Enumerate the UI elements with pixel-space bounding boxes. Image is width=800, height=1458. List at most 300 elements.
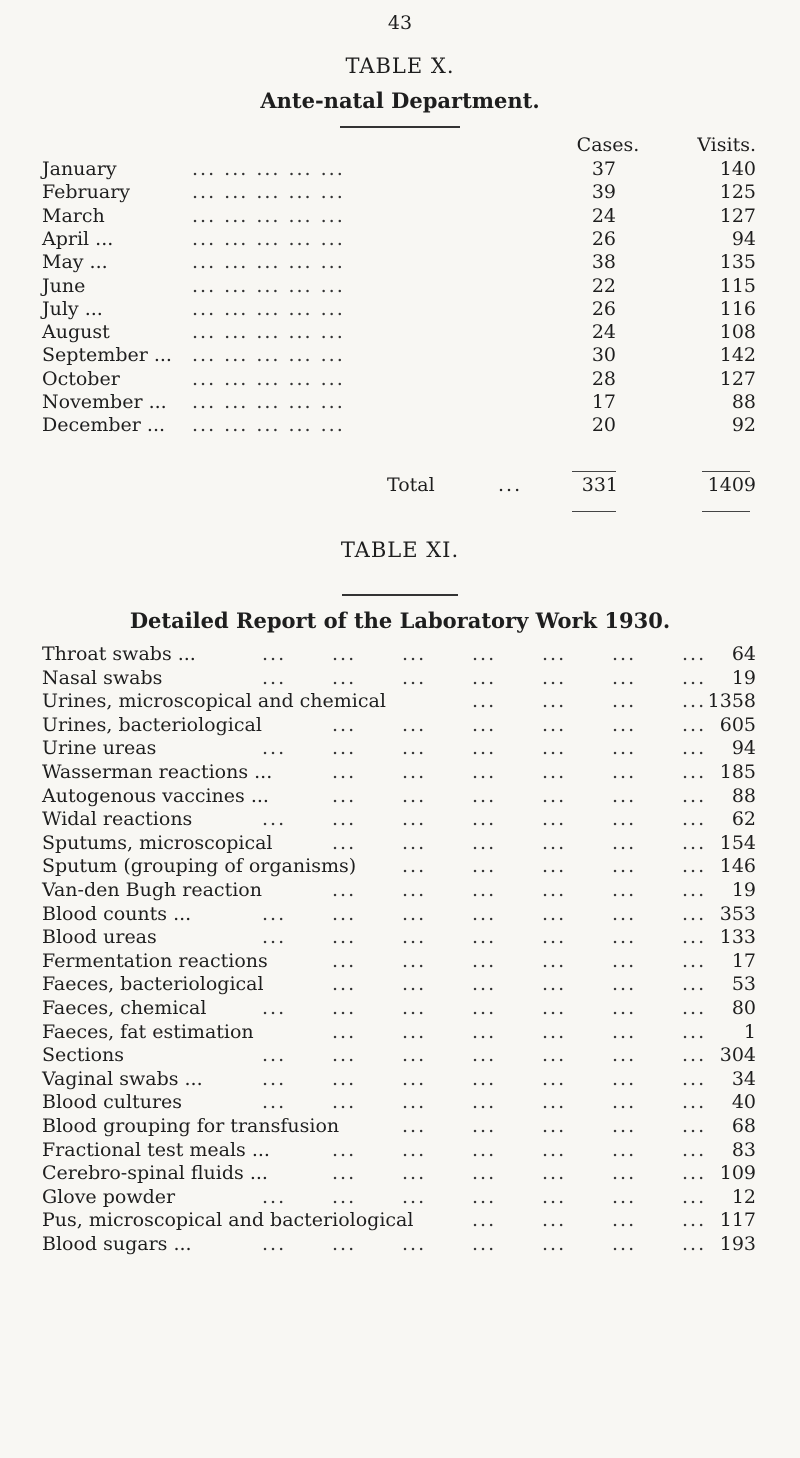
leader-dot-group: ... bbox=[332, 997, 357, 1019]
lab-test-label: Blood sugars ... bbox=[42, 1233, 192, 1255]
lab-test-count: 353 bbox=[719, 902, 756, 925]
visits-value: 94 bbox=[731, 227, 756, 250]
leader-dot-group: ... bbox=[402, 761, 427, 783]
leader-dot-group: ... bbox=[472, 1091, 497, 1114]
cases-value: 22 bbox=[591, 274, 616, 297]
leader-dot-group: ... bbox=[682, 666, 707, 689]
visits-value: 127 bbox=[719, 204, 756, 227]
lab-test-label: Faeces, chemical bbox=[42, 997, 207, 1019]
leader-dot-group: ... bbox=[402, 1091, 427, 1114]
leader-dot-group: ... bbox=[542, 643, 567, 665]
cases-value: 26 bbox=[591, 297, 616, 320]
leader-dot-group: ... bbox=[472, 1044, 497, 1067]
table-row bbox=[42, 228, 758, 254]
lab-test-count: 68 bbox=[731, 1115, 756, 1137]
cases-value: 38 bbox=[591, 251, 616, 274]
lab-test-count: 605 bbox=[719, 713, 756, 736]
leader-dot-group: ... bbox=[262, 1091, 287, 1114]
table-row bbox=[42, 391, 758, 417]
lab-test-count: 146 bbox=[719, 855, 756, 878]
leader-dot-group: ... bbox=[472, 690, 497, 713]
leader-dot-group: ... bbox=[612, 666, 637, 689]
leader-dot-group: ... bbox=[612, 761, 637, 783]
lab-test-label: Urines, bacteriological bbox=[42, 713, 262, 736]
leader-dot-group: ... bbox=[472, 808, 497, 831]
lab-test-label: Urine ureas bbox=[42, 737, 157, 760]
lab-test-count: 19 bbox=[731, 666, 756, 689]
leader-dot-group: ... bbox=[472, 713, 497, 736]
leader-dot-group: ... bbox=[542, 902, 567, 925]
leader-dot-group: ... bbox=[402, 1185, 427, 1208]
total-dots: ... bbox=[498, 474, 523, 496]
leader-dot-group: ... bbox=[472, 949, 497, 972]
month-label: December ... bbox=[42, 414, 166, 437]
cases-value: 24 bbox=[591, 204, 616, 227]
title-rule bbox=[342, 594, 458, 596]
leader-dot-group: ... bbox=[472, 855, 497, 878]
visits-value: 116 bbox=[719, 297, 756, 320]
leader-dot-group: ... bbox=[472, 784, 497, 807]
leader-dot-group: ... bbox=[472, 926, 497, 949]
lab-test-label: Wasserman reactions ... bbox=[42, 761, 273, 783]
month-label: August bbox=[42, 321, 110, 344]
leader-dot-group: ... bbox=[612, 1067, 637, 1090]
leader-dot-group: ... bbox=[542, 1185, 567, 1208]
leader-dot-group: ... bbox=[682, 926, 707, 949]
leader-dot-group: ... bbox=[262, 737, 287, 760]
leader-dot-group: ... bbox=[542, 831, 567, 854]
leader-dot-group: ... bbox=[262, 926, 287, 949]
leader-dot-group: ... bbox=[332, 831, 357, 854]
lab-test-label: Fractional test meals ... bbox=[42, 1138, 270, 1161]
leader-dot-group: ... bbox=[682, 973, 707, 996]
month-label: April ... bbox=[42, 227, 114, 250]
leader-dot-group: ... bbox=[612, 1091, 637, 1114]
cases-value: 20 bbox=[591, 414, 616, 437]
table-row bbox=[42, 275, 758, 301]
leader-dot-group: ... bbox=[402, 784, 427, 807]
visits-total-rule bbox=[702, 471, 750, 472]
leader-dot-group: ... bbox=[682, 831, 707, 854]
leader-dot-group: ... bbox=[682, 902, 707, 925]
leader-dot-group: ... bbox=[332, 666, 357, 689]
leader-dot-group: ... bbox=[472, 1067, 497, 1090]
leader-dot-group: ... bbox=[542, 713, 567, 736]
leader-dot-group: ... bbox=[262, 643, 287, 665]
leader-dots: ... ... ... ... ... bbox=[192, 367, 345, 390]
leader-dot-group: ... bbox=[682, 737, 707, 760]
leader-dot-group: ... bbox=[612, 1162, 637, 1185]
leader-dot-group: ... bbox=[332, 643, 357, 665]
leader-dot-group: ... bbox=[612, 879, 637, 901]
leader-dot-group: ... bbox=[402, 713, 427, 736]
leader-dot-group: ... bbox=[682, 997, 707, 1019]
lab-test-label: Autogenous vaccines ... bbox=[42, 784, 269, 807]
table-row bbox=[42, 1068, 756, 1094]
leader-dot-group: ... bbox=[612, 902, 637, 925]
leader-dot-group: ... bbox=[402, 643, 427, 665]
leader-dot-group: ... bbox=[332, 713, 357, 736]
lab-test-label: Throat swabs ... bbox=[42, 643, 196, 665]
leader-dot-group: ... bbox=[612, 831, 637, 854]
table-row bbox=[42, 690, 756, 716]
visits-bottom-rule bbox=[702, 511, 750, 512]
leader-dot-group: ... bbox=[542, 690, 567, 713]
lab-test-label: Blood grouping for transfusion bbox=[42, 1115, 340, 1137]
lab-test-label: Blood ureas bbox=[42, 926, 157, 949]
leader-dot-group: ... bbox=[542, 1138, 567, 1161]
leader-dots: ... ... ... ... ... bbox=[192, 274, 345, 297]
month-label: October bbox=[42, 367, 120, 390]
leader-dot-group: ... bbox=[472, 997, 497, 1019]
leader-dot-group: ... bbox=[682, 784, 707, 807]
leader-dots: ... ... ... ... ... bbox=[192, 321, 345, 344]
cases-value: 28 bbox=[591, 367, 616, 390]
leader-dot-group: ... bbox=[402, 926, 427, 949]
leader-dot-group: ... bbox=[682, 1115, 707, 1137]
leader-dot-group: ... bbox=[332, 902, 357, 925]
leader-dots: ... ... ... ... ... bbox=[192, 158, 345, 180]
leader-dot-group: ... bbox=[612, 1185, 637, 1208]
lab-test-label: Vaginal swabs ... bbox=[42, 1067, 203, 1090]
table-row bbox=[42, 1162, 756, 1188]
lab-test-label: Blood counts ... bbox=[42, 902, 192, 925]
leader-dot-group: ... bbox=[402, 1044, 427, 1067]
leader-dot-group: ... bbox=[612, 690, 637, 713]
leader-dot-group: ... bbox=[682, 713, 707, 736]
cases-value: 39 bbox=[591, 181, 616, 204]
leader-dot-group: ... bbox=[542, 666, 567, 689]
leader-dot-group: ... bbox=[402, 831, 427, 854]
lab-test-label: Cerebro-spinal fluids ... bbox=[42, 1162, 268, 1185]
month-label: September ... bbox=[42, 344, 172, 367]
leader-dot-group: ... bbox=[542, 1067, 567, 1090]
leader-dot-group: ... bbox=[682, 855, 707, 878]
lab-test-label: Blood cultures bbox=[42, 1091, 183, 1114]
table-row bbox=[42, 808, 756, 834]
leader-dot-group: ... bbox=[682, 879, 707, 901]
leader-dots: ... ... ... ... ... bbox=[192, 181, 345, 204]
table-row bbox=[42, 737, 756, 763]
lab-test-label: Widal reactions bbox=[42, 808, 193, 831]
leader-dot-group: ... bbox=[472, 1185, 497, 1208]
leader-dot-group: ... bbox=[682, 949, 707, 972]
leader-dot-group: ... bbox=[682, 1020, 707, 1043]
total-cases: 331 bbox=[581, 474, 618, 496]
leader-dot-group: ... bbox=[612, 926, 637, 949]
leader-dot-group: ... bbox=[332, 949, 357, 972]
lab-test-count: 12 bbox=[731, 1185, 756, 1208]
lab-test-count: 80 bbox=[731, 997, 756, 1019]
table-row bbox=[42, 1021, 756, 1047]
lab-test-count: 40 bbox=[731, 1091, 756, 1114]
visits-value: 88 bbox=[731, 391, 756, 413]
leader-dot-group: ... bbox=[332, 1067, 357, 1090]
cases-value: 17 bbox=[591, 391, 616, 413]
leader-dot-group: ... bbox=[402, 666, 427, 689]
leader-dot-group: ... bbox=[682, 1233, 707, 1255]
lab-test-label: Glove powder bbox=[42, 1185, 176, 1208]
cases-value: 30 bbox=[591, 344, 616, 367]
leader-dot-group: ... bbox=[682, 1044, 707, 1067]
lab-test-label: Sputums, microscopical bbox=[42, 831, 273, 854]
lab-test-label: Urines, microscopical and chemical bbox=[42, 690, 386, 713]
table-row bbox=[42, 1186, 756, 1212]
leader-dot-group: ... bbox=[402, 1115, 427, 1137]
title-rule bbox=[340, 126, 460, 128]
table-row bbox=[42, 1139, 756, 1165]
leader-dot-group: ... bbox=[472, 1209, 497, 1232]
leader-dot-group: ... bbox=[472, 1115, 497, 1137]
leader-dot-group: ... bbox=[402, 855, 427, 878]
leader-dot-group: ... bbox=[542, 997, 567, 1019]
month-label: November ... bbox=[42, 391, 167, 413]
table-row bbox=[42, 158, 758, 184]
leader-dot-group: ... bbox=[472, 1138, 497, 1161]
leader-dot-group: ... bbox=[542, 1044, 567, 1067]
lab-test-count: 1 bbox=[743, 1020, 756, 1043]
leader-dot-group: ... bbox=[332, 926, 357, 949]
table-row bbox=[42, 368, 758, 394]
month-label: March bbox=[42, 204, 105, 227]
leader-dot-group: ... bbox=[332, 784, 357, 807]
table-row bbox=[42, 643, 756, 669]
cases-total-rule bbox=[572, 471, 616, 472]
leader-dot-group: ... bbox=[542, 973, 567, 996]
leader-dot-group: ... bbox=[682, 808, 707, 831]
leader-dot-group: ... bbox=[542, 1162, 567, 1185]
table-x-subtitle: Ante-natal Department. bbox=[260, 88, 540, 113]
leader-dot-group: ... bbox=[682, 761, 707, 783]
leader-dot-group: ... bbox=[542, 808, 567, 831]
leader-dot-group: ... bbox=[472, 666, 497, 689]
table-row bbox=[42, 667, 756, 693]
leader-dot-group: ... bbox=[542, 949, 567, 972]
table-row bbox=[42, 997, 756, 1023]
table-row bbox=[42, 926, 756, 952]
month-label: June bbox=[42, 274, 86, 297]
total-label: Total bbox=[387, 474, 435, 496]
leader-dot-group: ... bbox=[332, 1162, 357, 1185]
table-row bbox=[42, 855, 756, 881]
leader-dot-group: ... bbox=[332, 973, 357, 996]
table-row bbox=[42, 879, 756, 905]
leader-dot-group: ... bbox=[402, 737, 427, 760]
lab-test-count: 83 bbox=[731, 1138, 756, 1161]
lab-test-count: 1358 bbox=[707, 690, 756, 713]
lab-test-count: 154 bbox=[719, 831, 756, 854]
visits-value: 127 bbox=[719, 367, 756, 390]
table-row bbox=[42, 1233, 756, 1259]
leader-dot-group: ... bbox=[402, 1020, 427, 1043]
leader-dot-group: ... bbox=[332, 1044, 357, 1067]
table-row bbox=[42, 714, 756, 740]
table-row bbox=[42, 344, 758, 370]
lab-test-label: Faeces, bacteriological bbox=[42, 973, 264, 996]
visits-value: 142 bbox=[719, 344, 756, 367]
leader-dot-group: ... bbox=[682, 1067, 707, 1090]
lab-test-count: 88 bbox=[731, 784, 756, 807]
leader-dot-group: ... bbox=[472, 973, 497, 996]
leader-dot-group: ... bbox=[402, 997, 427, 1019]
lab-test-count: 53 bbox=[731, 973, 756, 996]
leader-dot-group: ... bbox=[612, 1138, 637, 1161]
leader-dot-group: ... bbox=[332, 1233, 357, 1255]
lab-test-count: 19 bbox=[731, 879, 756, 901]
leader-dot-group: ... bbox=[472, 879, 497, 901]
lab-test-label: Pus, microscopical and bacteriological bbox=[42, 1209, 414, 1232]
leader-dots: ... ... ... ... ... bbox=[192, 251, 345, 274]
leader-dot-group: ... bbox=[402, 1067, 427, 1090]
cases-value: 24 bbox=[591, 321, 616, 344]
leader-dot-group: ... bbox=[472, 1162, 497, 1185]
leader-dot-group: ... bbox=[542, 926, 567, 949]
table-row bbox=[42, 1209, 756, 1235]
visits-value: 92 bbox=[731, 414, 756, 437]
leader-dot-group: ... bbox=[332, 1020, 357, 1043]
lab-test-count: 109 bbox=[719, 1162, 756, 1185]
lab-test-count: 304 bbox=[719, 1044, 756, 1067]
leader-dot-group: ... bbox=[682, 1185, 707, 1208]
leader-dot-group: ... bbox=[472, 831, 497, 854]
leader-dot-group: ... bbox=[612, 1044, 637, 1067]
table-xi-subtitle: Detailed Report of the Laboratory Work 1930. bbox=[129, 608, 671, 633]
lab-test-label: Nasal swabs bbox=[42, 666, 163, 689]
leader-dot-group: ... bbox=[612, 713, 637, 736]
table-row bbox=[42, 785, 756, 811]
leader-dot-group: ... bbox=[472, 1020, 497, 1043]
leader-dot-group: ... bbox=[542, 1115, 567, 1137]
cases-bottom-rule bbox=[572, 511, 616, 512]
leader-dot-group: ... bbox=[682, 1209, 707, 1232]
leader-dots: ... ... ... ... ... bbox=[192, 344, 345, 367]
lab-test-label: Faeces, fat estimation bbox=[42, 1020, 254, 1043]
visits-value: 135 bbox=[719, 251, 756, 274]
visits-value: 108 bbox=[719, 321, 756, 344]
leader-dot-group: ... bbox=[472, 761, 497, 783]
cases-column-header: Cases. bbox=[576, 134, 640, 156]
leader-dot-group: ... bbox=[682, 1091, 707, 1114]
leader-dot-group: ... bbox=[332, 761, 357, 783]
table-row bbox=[42, 298, 758, 324]
month-label: February bbox=[42, 181, 131, 204]
leader-dot-group: ... bbox=[472, 902, 497, 925]
leader-dot-group: ... bbox=[612, 737, 637, 760]
table-row bbox=[42, 205, 758, 231]
leader-dot-group: ... bbox=[402, 902, 427, 925]
leader-dot-group: ... bbox=[542, 1209, 567, 1232]
month-label: May ... bbox=[42, 251, 108, 274]
leader-dot-group: ... bbox=[332, 879, 357, 901]
leader-dot-group: ... bbox=[612, 1233, 637, 1255]
table-row bbox=[42, 321, 758, 347]
leader-dot-group: ... bbox=[332, 737, 357, 760]
leader-dot-group: ... bbox=[612, 1020, 637, 1043]
cases-value: 26 bbox=[591, 227, 616, 250]
leader-dot-group: ... bbox=[402, 949, 427, 972]
leader-dot-group: ... bbox=[542, 879, 567, 901]
leader-dot-group: ... bbox=[472, 643, 497, 665]
leader-dot-group: ... bbox=[402, 1138, 427, 1161]
leader-dot-group: ... bbox=[332, 1138, 357, 1161]
leader-dot-group: ... bbox=[612, 997, 637, 1019]
leader-dot-group: ... bbox=[262, 808, 287, 831]
leader-dot-group: ... bbox=[682, 1138, 707, 1161]
leader-dot-group: ... bbox=[612, 784, 637, 807]
lab-test-count: 62 bbox=[731, 808, 756, 831]
leader-dot-group: ... bbox=[262, 1233, 287, 1255]
lab-test-count: 185 bbox=[719, 761, 756, 783]
leader-dot-group: ... bbox=[542, 1233, 567, 1255]
leader-dot-group: ... bbox=[682, 643, 707, 665]
lab-test-label: Sections bbox=[42, 1044, 125, 1067]
leader-dots: ... ... ... ... ... bbox=[192, 297, 345, 320]
table-x-title: TABLE X. bbox=[345, 54, 455, 78]
month-label: January bbox=[42, 158, 117, 180]
visits-value: 140 bbox=[719, 158, 756, 180]
leader-dots: ... ... ... ... ... bbox=[192, 204, 345, 227]
leader-dot-group: ... bbox=[472, 737, 497, 760]
leader-dots: ... ... ... ... ... bbox=[192, 414, 345, 437]
leader-dot-group: ... bbox=[542, 1020, 567, 1043]
leader-dot-group: ... bbox=[402, 973, 427, 996]
lab-test-count: 94 bbox=[731, 737, 756, 760]
leader-dot-group: ... bbox=[262, 666, 287, 689]
page-number: 43 bbox=[387, 12, 413, 34]
table-row bbox=[42, 1115, 756, 1141]
leader-dot-group: ... bbox=[612, 973, 637, 996]
table-row bbox=[42, 414, 758, 440]
leader-dot-group: ... bbox=[612, 1209, 637, 1232]
table-row bbox=[42, 181, 758, 207]
leader-dot-group: ... bbox=[542, 855, 567, 878]
leader-dot-group: ... bbox=[542, 761, 567, 783]
leader-dot-group: ... bbox=[542, 1091, 567, 1114]
leader-dot-group: ... bbox=[262, 902, 287, 925]
leader-dots: ... ... ... ... ... bbox=[192, 391, 345, 413]
leader-dot-group: ... bbox=[402, 808, 427, 831]
leader-dot-group: ... bbox=[262, 1044, 287, 1067]
leader-dot-group: ... bbox=[262, 997, 287, 1019]
lab-test-label: Van-den Bugh reaction bbox=[42, 879, 262, 901]
table-row bbox=[42, 1091, 756, 1117]
lab-test-count: 17 bbox=[731, 949, 756, 972]
leader-dot-group: ... bbox=[402, 1162, 427, 1185]
table-row bbox=[42, 903, 756, 929]
lab-test-count: 193 bbox=[719, 1233, 756, 1255]
month-label: July ... bbox=[42, 297, 103, 320]
leader-dot-group: ... bbox=[542, 784, 567, 807]
table-row bbox=[42, 251, 758, 277]
visits-value: 115 bbox=[719, 274, 756, 297]
leader-dot-group: ... bbox=[682, 1162, 707, 1185]
table-row bbox=[42, 973, 756, 999]
leader-dot-group: ... bbox=[262, 1185, 287, 1208]
lab-test-count: 117 bbox=[719, 1209, 756, 1232]
leader-dot-group: ... bbox=[332, 1185, 357, 1208]
leader-dot-group: ... bbox=[612, 855, 637, 878]
visits-column-header: Visits. bbox=[697, 134, 756, 156]
lab-test-count: 133 bbox=[719, 926, 756, 949]
leader-dot-group: ... bbox=[332, 1091, 357, 1114]
lab-test-label: Fermentation reactions bbox=[42, 949, 268, 972]
leader-dot-group: ... bbox=[612, 808, 637, 831]
table-row bbox=[42, 950, 756, 976]
lab-test-count: 34 bbox=[731, 1067, 756, 1090]
leader-dot-group: ... bbox=[402, 1233, 427, 1255]
leader-dot-group: ... bbox=[542, 737, 567, 760]
lab-test-count: 64 bbox=[731, 643, 756, 665]
